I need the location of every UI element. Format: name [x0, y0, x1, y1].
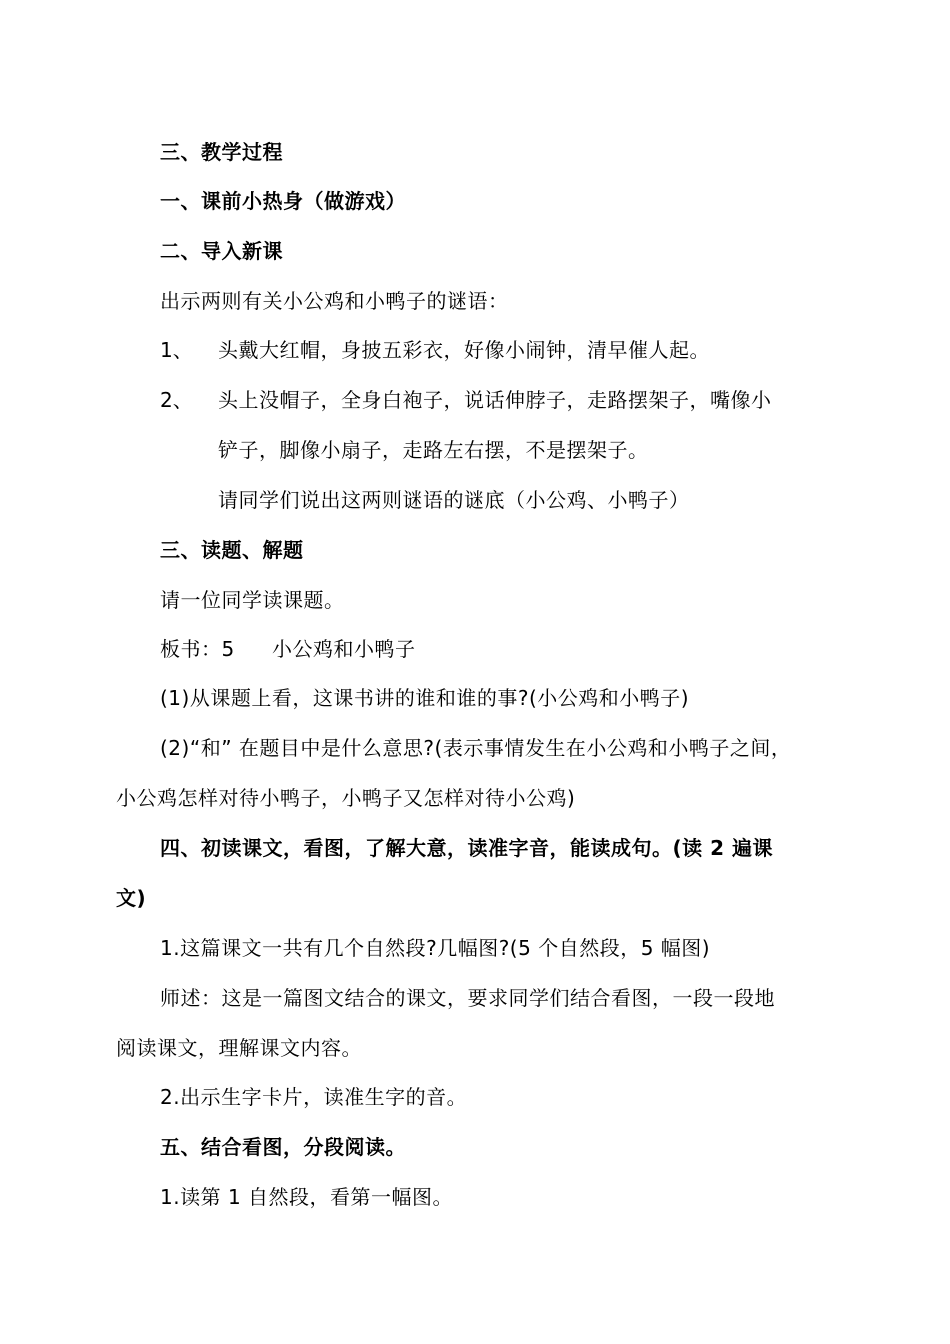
heading-read-sections: 五、结合看图，分段阅读。	[160, 1135, 406, 1159]
riddle-number-2: 2、	[160, 388, 193, 412]
riddle-2-line-2: 铲子，脚像小扇子，走路左右摆，不是摆架子。	[218, 438, 649, 462]
heading-intro: 二、导入新课	[160, 239, 283, 263]
step-2: 2.出示生字卡片，读准生字的音。	[160, 1085, 468, 1109]
heading-warmup: 一、课前小热身（做游戏）	[160, 189, 406, 213]
riddle-2-line-1: 头上没帽子，全身白袍子，说话伸脖子，走路摆架子，嘴像小	[218, 388, 772, 412]
question-1: (1)从课题上看，这课书讲的谁和谁的事?(小公鸡和小鸭子)	[160, 686, 690, 710]
board-title: 小公鸡和小鸭子	[272, 637, 416, 661]
section-1-instruction: 1.读第 1 自然段，看第一幅图。	[160, 1185, 454, 1209]
riddle-answer: 请同学们说出这两则谜语的谜底（小公鸡、小鸭子）	[218, 488, 690, 512]
riddle-number-1: 1、	[160, 338, 193, 362]
step-1: 1.这篇课文一共有几个自然段?几幅图?(5 个自然段，5 幅图)	[160, 936, 711, 960]
heading-teaching-process: 三、教学过程	[160, 140, 283, 164]
heading-read-title: 三、读题、解题	[160, 538, 304, 562]
heading-first-read-line-1: 四、初读课文，看图，了解大意，读准字音，能读成句。(读 2 遍课	[160, 836, 773, 860]
question-2-line-2: 小公鸡怎样对待小鸭子，小鸭子又怎样对待小公鸡)	[116, 786, 576, 810]
board-label: 板书：5	[160, 637, 235, 661]
heading-first-read-line-2: 文)	[116, 886, 147, 910]
teacher-statement-line-1: 师述：这是一篇图文结合的课文，要求同学们结合看图，一段一段地	[160, 986, 775, 1010]
intro-text: 出示两则有关小公鸡和小鸭子的谜语：	[160, 289, 509, 313]
question-2-line-1: (2)“和” 在题目中是什么意思?(表示事情发生在小公鸡和小鸭子之间，	[160, 736, 792, 760]
read-title-text: 请一位同学读课题。	[160, 588, 345, 612]
riddle-1-text: 头戴大红帽，身披五彩衣，好像小闹钟，清早催人起。	[218, 338, 710, 362]
teacher-statement-line-2: 阅读课文，理解课文内容。	[116, 1036, 362, 1060]
